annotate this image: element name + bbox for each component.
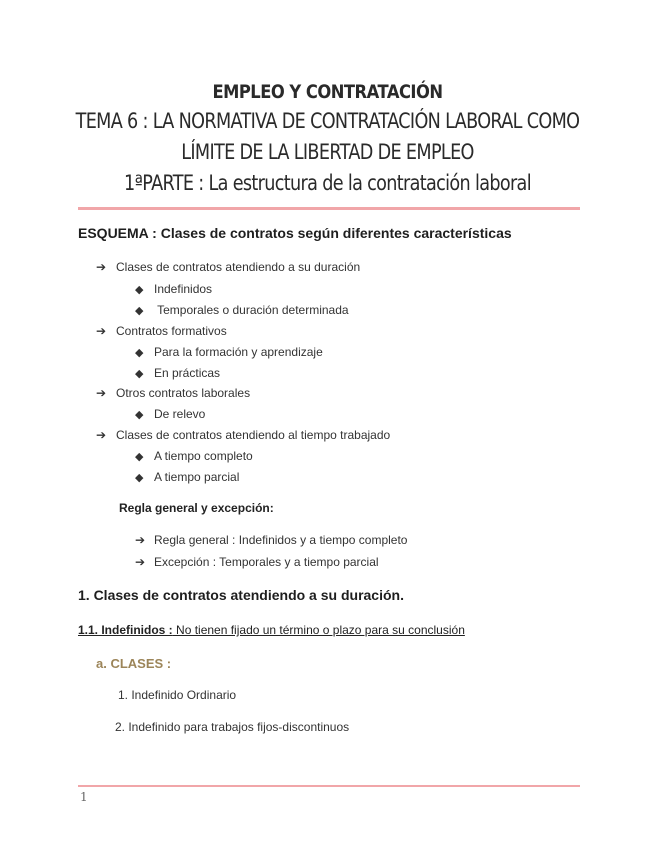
arrow-icon: ➔ xyxy=(96,260,107,274)
list-subitem-label: A tiempo completo xyxy=(154,449,253,463)
footer-divider xyxy=(78,785,580,787)
arrow-icon: ➔ xyxy=(135,533,146,547)
regla-item xyxy=(135,555,379,569)
document-subtitle-line-1: TEMA 6 : LA NORMATIVA DE CONTRATACIÓN LABORAL COMO xyxy=(75,109,580,133)
list-subitem xyxy=(135,366,220,380)
list-item xyxy=(96,324,227,338)
list-subitem xyxy=(135,470,239,484)
list-subitem-label: A tiempo parcial xyxy=(154,470,240,484)
list-item-label: Contratos formativos xyxy=(116,324,227,338)
header-divider xyxy=(78,207,580,210)
list-subitem xyxy=(135,449,253,463)
list-subitem-label: Para la formación y aprendizaje xyxy=(154,345,323,359)
diamond-bullet-icon: ◆ xyxy=(135,472,144,484)
list-subitem-label: En prácticas xyxy=(154,366,221,380)
clases-label: a. CLASES : xyxy=(96,656,172,671)
page-number: 1 xyxy=(80,790,88,804)
subsection-text: No tienen fijado un término o plazo para su conclusión xyxy=(172,623,465,637)
diamond-bullet-icon: ◆ xyxy=(135,305,144,317)
list-subitem xyxy=(135,407,205,421)
clases-item: 1. Indefinido Ordinario xyxy=(118,688,237,702)
arrow-icon: ➔ xyxy=(96,324,107,338)
list-subitem xyxy=(135,345,323,359)
subsection-number: 1.1. Indefinidos : xyxy=(78,623,173,637)
list-item xyxy=(96,428,390,442)
diamond-bullet-icon: ◆ xyxy=(135,284,144,296)
diamond-bullet-icon: ◆ xyxy=(135,409,144,421)
document-title-block xyxy=(0,78,655,199)
regla-item xyxy=(135,533,407,547)
arrow-icon: ➔ xyxy=(96,428,107,442)
diamond-bullet-icon: ◆ xyxy=(135,347,144,359)
list-subitem-label: Indefinidos xyxy=(154,282,213,296)
list-item-label: Clases de contratos atendiendo al tiempo trabajado xyxy=(116,428,391,442)
document-subtitle-line-2: LÍMITE DE LA LIBERTAD DE EMPLEO xyxy=(181,140,474,164)
list-subitem xyxy=(135,282,212,296)
list-subitem xyxy=(135,303,349,317)
regla-item-label: Excepción : Temporales y a tiempo parcial xyxy=(154,555,379,569)
subsection-heading xyxy=(78,623,465,637)
regla-item-label: Regla general : Indefinidos y a tiempo completo xyxy=(154,533,408,547)
arrow-icon: ➔ xyxy=(96,386,107,400)
regla-heading: Regla general y excepción: xyxy=(119,501,274,515)
list-item-label: Otros contratos laborales xyxy=(116,386,251,400)
document-subtitle-line-3: 1ªPARTE : La estructura de la contratación laboral xyxy=(124,171,531,195)
esquema-heading: ESQUEMA : Clases de contratos según diferentes características xyxy=(78,225,512,241)
document-title: EMPLEO Y CONTRATACIÓN xyxy=(212,81,443,103)
diamond-bullet-icon: ◆ xyxy=(135,368,144,380)
list-item xyxy=(96,386,250,400)
clases-item: 2. Indefinido para trabajos fijos-discontinuos xyxy=(115,720,350,734)
diamond-bullet-icon: ◆ xyxy=(135,451,144,463)
list-subitem-label: Temporales o duración determinada xyxy=(154,303,349,317)
list-subitem-label: De relevo xyxy=(154,407,206,421)
section-heading: 1. Clases de contratos atendiendo a su duración. xyxy=(78,587,404,603)
list-item-label: Clases de contratos atendiendo a su duración xyxy=(116,260,361,274)
list-item xyxy=(96,260,360,274)
arrow-icon: ➔ xyxy=(135,555,146,569)
